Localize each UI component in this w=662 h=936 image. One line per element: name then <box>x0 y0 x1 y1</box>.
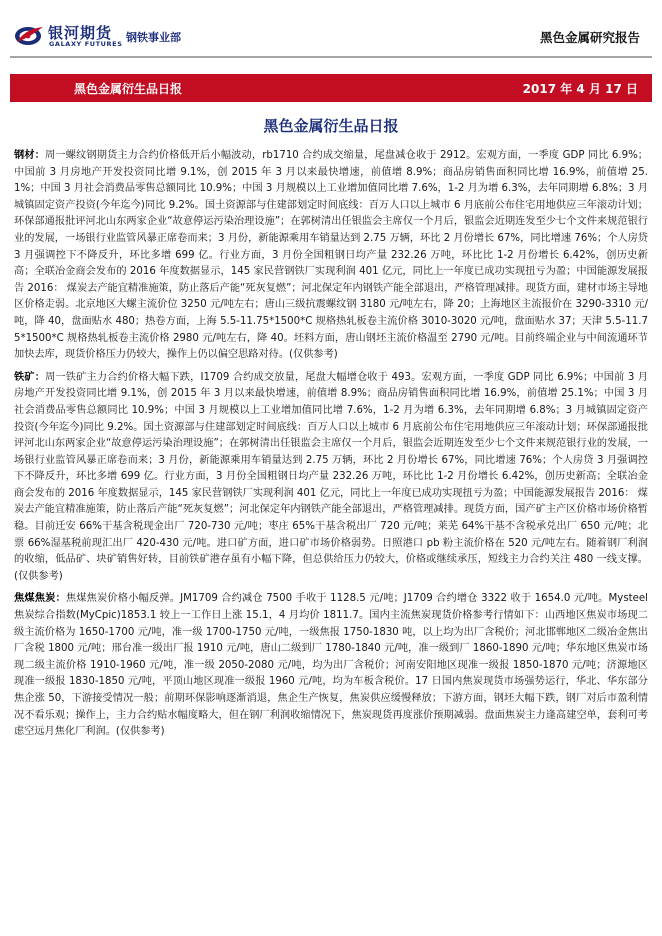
logo-english-name: GALAXY FUTURES <box>49 40 123 48</box>
galaxy-logo-icon <box>14 22 44 48</box>
report-body <box>14 148 648 747</box>
report-date: 2017 年 4 月 17 日 <box>522 82 638 96</box>
banner-title: 黑色金属衍生品日报 <box>74 82 183 96</box>
paragraph-iron-ore <box>14 370 648 586</box>
header-divider <box>10 56 652 58</box>
section-text: 周一铁矿主力合约价格大幅下跌，I1709 合约成交放量，尾盘大幅增仓收于 493。宏观方面，一季度 GDP 同比 6.9%；中国前 3 月房地产开发投资同比增 9.1%，创 2015 年 3 月以来最快增速，前值增 8.9%；商品房销售面积同比增 16.9%，前值增 25.1%；中国 3 月社会消费品零售总额同比 10.9%；中国 3 月规模以上工业增加值同比增 7.6%，1-2 月为增 6.3%，去年同期增 6.8%；3 月城镇固定资产投资(今年迄今)同比 9.2%。国土资源部与住建部划定时间底线：百万人口以上城市 6 月底前公布住宅用地供应三年滚动计划；环保部通报批评河北山东两家企业“故意停运污染治理设施”；在郭树清出任银监会主席仅一个月后，银监会近期连发至少七个文件来规范银行业的发展，一场银行业监管风暴正席卷而来；3 月份，新能源乘用车销量达到 2.75 万辆，环比 2 月份增长 67%，同比增速 76%；个人房贷 3 月强调控下不降反升，环比多增 699 亿。行业方面，3 月份全国粗钢日均产量 232.26 万吨，环比比 1-2 月份增长 6.42%，创历史新高；全联冶金商会发布的 2016 年度数据显示，145 家民营钢铁厂实现利润 401 亿元，同比上一年度已成功实现扭亏为盈；中国能源发展报告 2016： 煤炭去产能宜精准施策，防止落后产能“死灰复燃”；河北保定年内钢铁产能全部退出，严格管理减排。现货方面，国产矿主产区价格市场价格暂稳。目前迁安 66%干基含税现金出厂 720-730 元/吨；枣庄 65%干基含税出厂 720 元/吨；莱芜 64%干基不含税承兑出厂 650 元/吨；北票 66%湿基税前现汇出厂 420-430 元/吨。进口矿方面，进口矿市场价格弱势。日照港口 pb 粉主流价格在 520 元/吨左右。随着钢厂利润的收缩，低品矿、块矿销售好转，目前铁矿港存虽有小幅下降，但总供给压力仍较大，价格或继续承压，短线主力合约关注 480 一线支撑。(仅供参考) <box>14 371 648 582</box>
report-header <box>0 0 662 64</box>
page-title: 黑色金属衍生品日报 <box>263 117 399 135</box>
section-lead: 焦煤焦炭： <box>14 593 66 605</box>
logo-chinese-name: 银河期货 <box>48 24 113 42</box>
section-coking-coal <box>14 591 648 740</box>
paragraph-coking-coal <box>14 591 648 740</box>
report-type-label: 黑色金属研究报告 <box>539 30 640 45</box>
section-iron-ore <box>14 370 648 586</box>
section-text: 焦煤焦炭价格小幅反弹。JM1709 合约减仓 7500 手收于 1128.5 元/吨；J1709 合约增仓 3322 收于 1654.0 元/吨。Mysteel 焦炭综合指数(MyCpic)1853.1 较上一工作日上涨 15.1，4 月均价 1811.7。国内主流焦炭现货价格参考行情如下：山西地区焦炭市场现二级主流价格为 1650-1700 元/吨，准一级 1700-1750 元/吨，一级焦报 1750-1830 吨，以上均为出厂含税价；河北邯郸地区二级冶金焦出厂含税 1800 元/吨；邢台准一级出厂报 1910 元/吨，唐山二级到厂 1780-1840 元/吨，准一级到厂 1860-1890 元/吨；华东地区焦炭市场现二级主流价格 1910-1960 元/吨，准一级 2050-2080 元/吨，均为出厂含税价；河南安阳地区现准一级报 1850-1870 元/吨；济源地区现准一级报 1830-1850 元/吨，平顶山地区现准一级报 1960 元/吨，均为车板含税价。17 日国内焦炭现货市场强势运行，华北、华东部分焦企涨 50，下游接受情况一般；前期环保影响逐渐消退，焦企生产恢复，焦炭供应缓慢释放；下游方面，钢坯大幅下跌，钢厂对后市盈利情况不看乐观；操作上，主力合约贴水幅度略大，但在钢厂利润收缩情况下，焦炭现货再度涨价预期减弱。盘面焦炭主力逢高建空单，套利可考虑空远月焦化厂利润。(仅供参考) <box>14 593 648 738</box>
section-lead: 铁矿： <box>14 371 46 383</box>
department-name: 钢铁事业部 <box>126 31 181 44</box>
section-steel <box>14 148 648 364</box>
section-text: 周一螺纹钢期货主力合约价格低开后小幅波动，rb1710 合约成交缩量，尾盘减仓收于 2912。宏观方面，一季度 GDP 同比 6.9%；中国前 3 月房地产开发投资同比增 9.1%，创 2015 年 3 月以来最快增速，前值增 8.9%；商品房销售面积同比增 16.9%，前值增 25.1%；中国 3 月社会消费品零售总额同比 10.9%；中国 3 月规模以上工业增加值同比增 7.6%，1-2 月为增 6.3%，去年同期增 6.8%；3 月城镇固定资产投资(今年迄今)同比 9.2%。国土资源部与住建部划定时间底线：百万人口以上城市 6 月底前公布住宅用地供应三年滚动计划；环保部通报批评河北山东两家企业“故意停运污染治理设施”；在郭树清出任银监会主席仅一个月后，银监会近期连发至少七个文件来规范银行业的发展，一场银行业监管风暴正席卷而来；3 月份，新能源乘用车销量达到 2.75 万辆，环比 2 月份增长 67%，同比增速 76%；个人房贷 3 月强调控下不降反升，环比多增 699 亿。行业方面，3 月份全国粗钢日均产量 232.26 万吨，环比比 1-2 月份增长 6.42%，创历史新高；全联冶金商会发布的 2016 年度数据显示，145 家民营钢铁厂实现利润 401 亿元，同比上一年度已成功实现扭亏为盈；中国能源发展报告 2016： 煤炭去产能宜精准施策，防止落后产能“死灰复燃”；河北保定年内钢铁产能全部退出，严格管理减排。现货方面，建材市场主导地区价格走弱。北京地区大螺主流价位 3250 元/吨左右；唐山三级抗震螺纹钢 3180 元/吨左右，降 20；上海地区主流报价在 3290-3310 元/吨，降 40，盘面贴水 480；热卷方面，上海 5.5-11.75*1500*C 规格热轧板卷主流价格 3010-3020 元/吨，盘面贴水 37；天津 5.5-11.75*1500*C 规格热轧板卷主流价格 2980 元/吨左右，降 40。坯料方面，唐山钢坯主流价格温至 2790 元/吨。目前终端企业与中间流通环节加快去库，现货价格压力仍较大，操作上仍以偏空思路对待。(仅供参考) <box>14 150 648 361</box>
section-lead: 钢材： <box>14 150 46 161</box>
title-banner <box>10 74 652 102</box>
paragraph-steel <box>14 148 648 364</box>
